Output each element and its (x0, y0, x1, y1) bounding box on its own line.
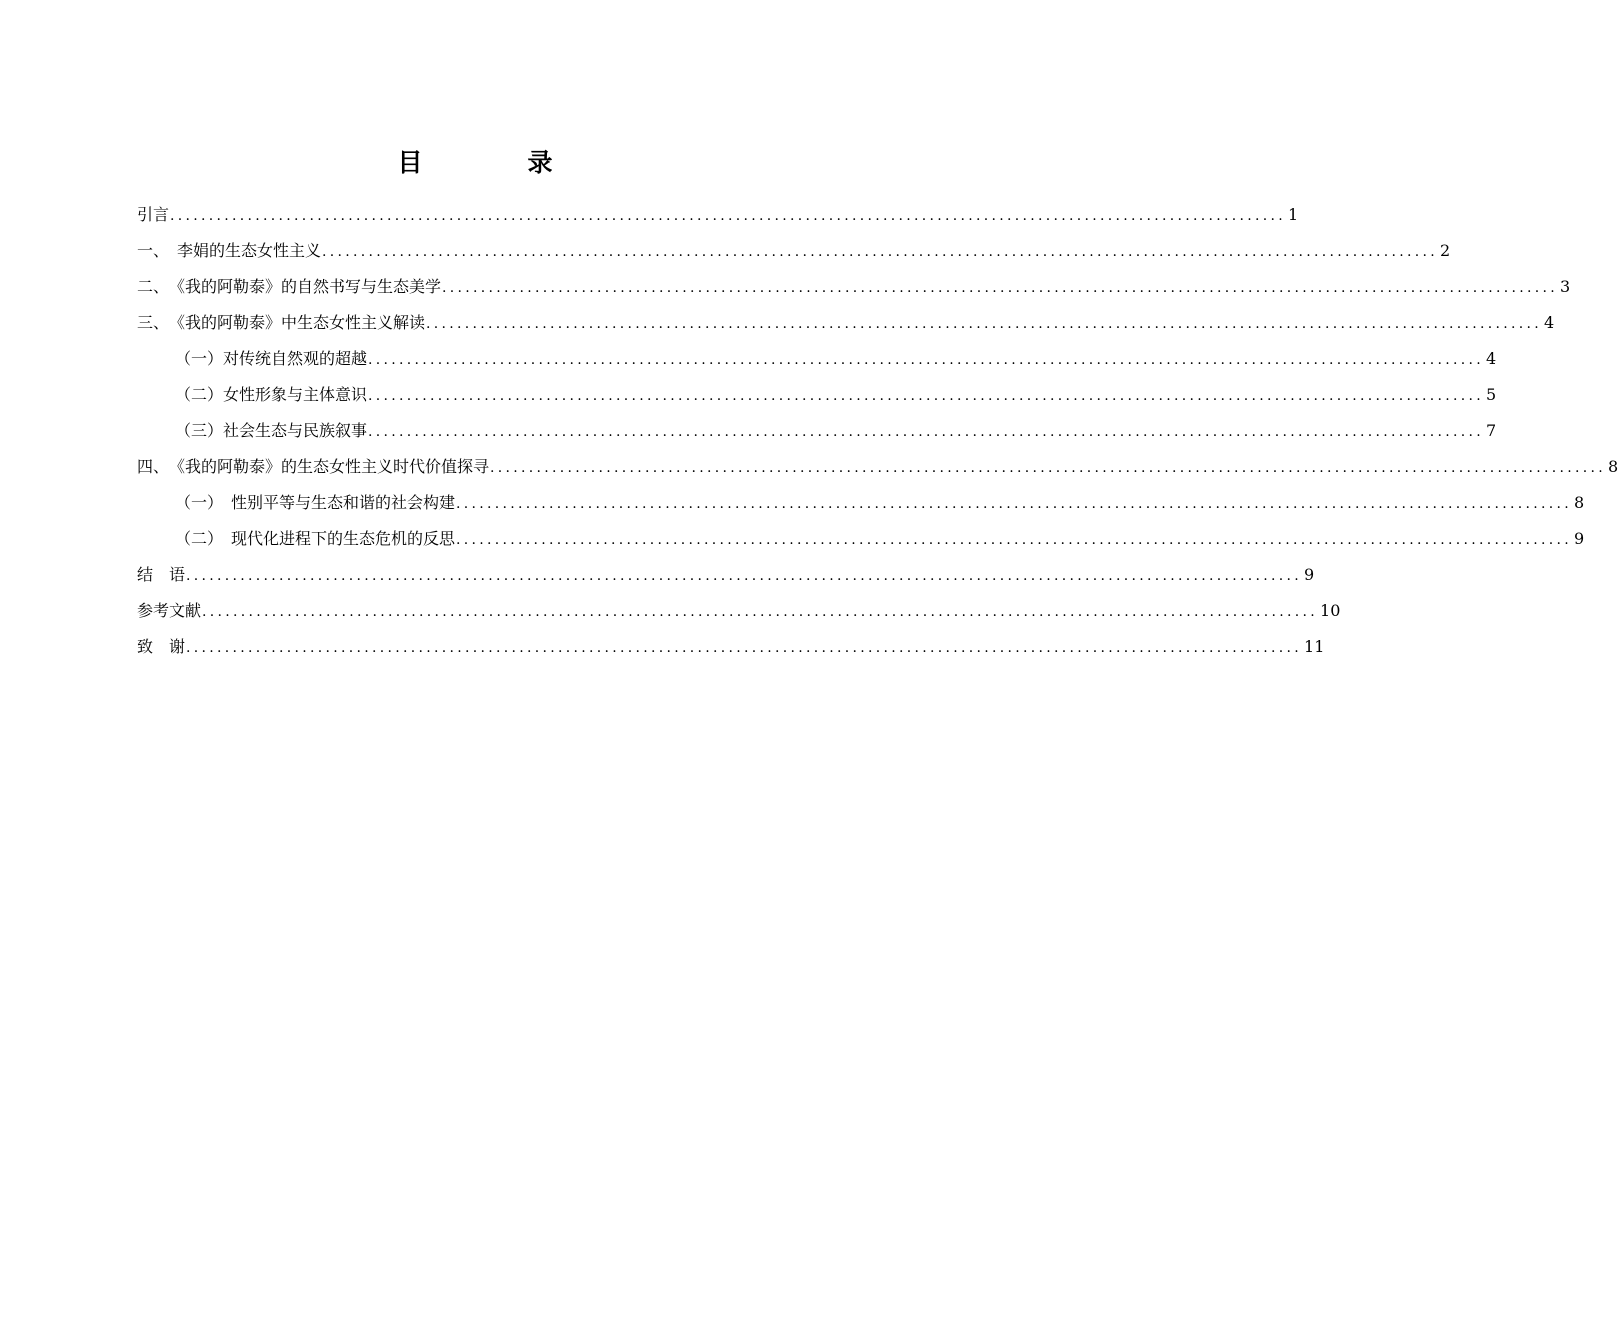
toc-entry-label: （一）对传统自然观的超越 (175, 349, 368, 368)
toc-entry-label: 一、 李娟的生态女性主义 (137, 241, 322, 260)
toc-entry-section-3-2[interactable] (137, 377, 1497, 413)
toc-entry-section-4-2[interactable] (137, 521, 1585, 557)
toc-page-number: 11 (1304, 637, 1325, 656)
toc-entry-label: （三）社会生态与民族叙事 (175, 421, 368, 440)
toc-entry-conclusion[interactable] (137, 557, 1315, 593)
toc-entry-chapter-4[interactable] (137, 449, 1618, 485)
toc-entry-label: 致 谢 (137, 637, 186, 656)
toc-entry-section-4-1[interactable] (137, 485, 1585, 521)
toc-dot-leader: ................................................................................................................................................ (490, 460, 1607, 476)
toc-dot-leader: ................................................................................................................................................ (426, 316, 1543, 332)
toc-page-number: 1 (1288, 205, 1299, 224)
toc-page-number: 2 (1440, 241, 1451, 260)
toc-page-number: 5 (1486, 385, 1497, 404)
toc-entry-references[interactable] (137, 593, 1341, 629)
toc-entry-acknowledgements[interactable] (137, 629, 1325, 665)
toc-entry-section-3-3[interactable] (137, 413, 1497, 449)
toc-dot-leader: ................................................................................................................................................ (186, 568, 1303, 584)
toc-list (137, 197, 1618, 665)
toc-page-number: 10 (1320, 601, 1341, 620)
toc-entry-chapter-3[interactable] (137, 305, 1555, 341)
toc-entry-label: 三、 《我的阿勒泰》中生态女性主义解读 (137, 313, 426, 332)
toc-entry-label: 参考文献 (137, 601, 202, 620)
toc-page-number: 8 (1574, 493, 1585, 512)
toc-dot-leader: ................................................................................................................................................ (368, 352, 1485, 368)
toc-title: 目 录 (397, 148, 593, 177)
toc-page-number: 9 (1574, 529, 1585, 548)
toc-page-number: 3 (1560, 277, 1571, 296)
toc-dot-leader: ................................................................................................................................................ (442, 280, 1559, 296)
toc-entry-label: 二、 《我的阿勒泰》的自然书写与生态美学 (137, 277, 442, 296)
toc-entry-label: 结 语 (137, 565, 186, 584)
toc-dot-leader: ................................................................................................................................................ (456, 532, 1573, 548)
toc-entry-label: 引言 (137, 205, 170, 224)
toc-dot-leader: ................................................................................................................................................ (322, 244, 1439, 260)
toc-entry-label: （二） 现代化进程下的生态危机的反思 (175, 529, 456, 548)
toc-entry-chapter-1[interactable] (137, 233, 1451, 269)
toc-page-number: 4 (1544, 313, 1555, 332)
toc-page-number: 4 (1486, 349, 1497, 368)
toc-dot-leader: ................................................................................................................................................ (186, 640, 1303, 656)
toc-entry-label: 四、 《我的阿勒泰》的生态女性主义时代价值探寻 (137, 457, 490, 476)
toc-entry-chapter-2[interactable] (137, 269, 1571, 305)
toc-page-number: 9 (1304, 565, 1315, 584)
toc-entry-introduction[interactable] (137, 197, 1299, 233)
toc-entry-label: （二）女性形象与主体意识 (175, 385, 368, 404)
toc-dot-leader: ................................................................................................................................................ (368, 424, 1485, 440)
toc-page-number: 8 (1608, 457, 1618, 476)
toc-entry-section-3-1[interactable] (137, 341, 1497, 377)
toc-entry-label: （一） 性别平等与生态和谐的社会构建 (175, 493, 456, 512)
toc-page-number: 7 (1486, 421, 1497, 440)
toc-dot-leader: ................................................................................................................................................ (170, 208, 1287, 224)
toc-dot-leader: ................................................................................................................................................ (202, 604, 1319, 620)
toc-dot-leader: ................................................................................................................................................ (456, 496, 1573, 512)
toc-dot-leader: ................................................................................................................................................ (368, 388, 1485, 404)
